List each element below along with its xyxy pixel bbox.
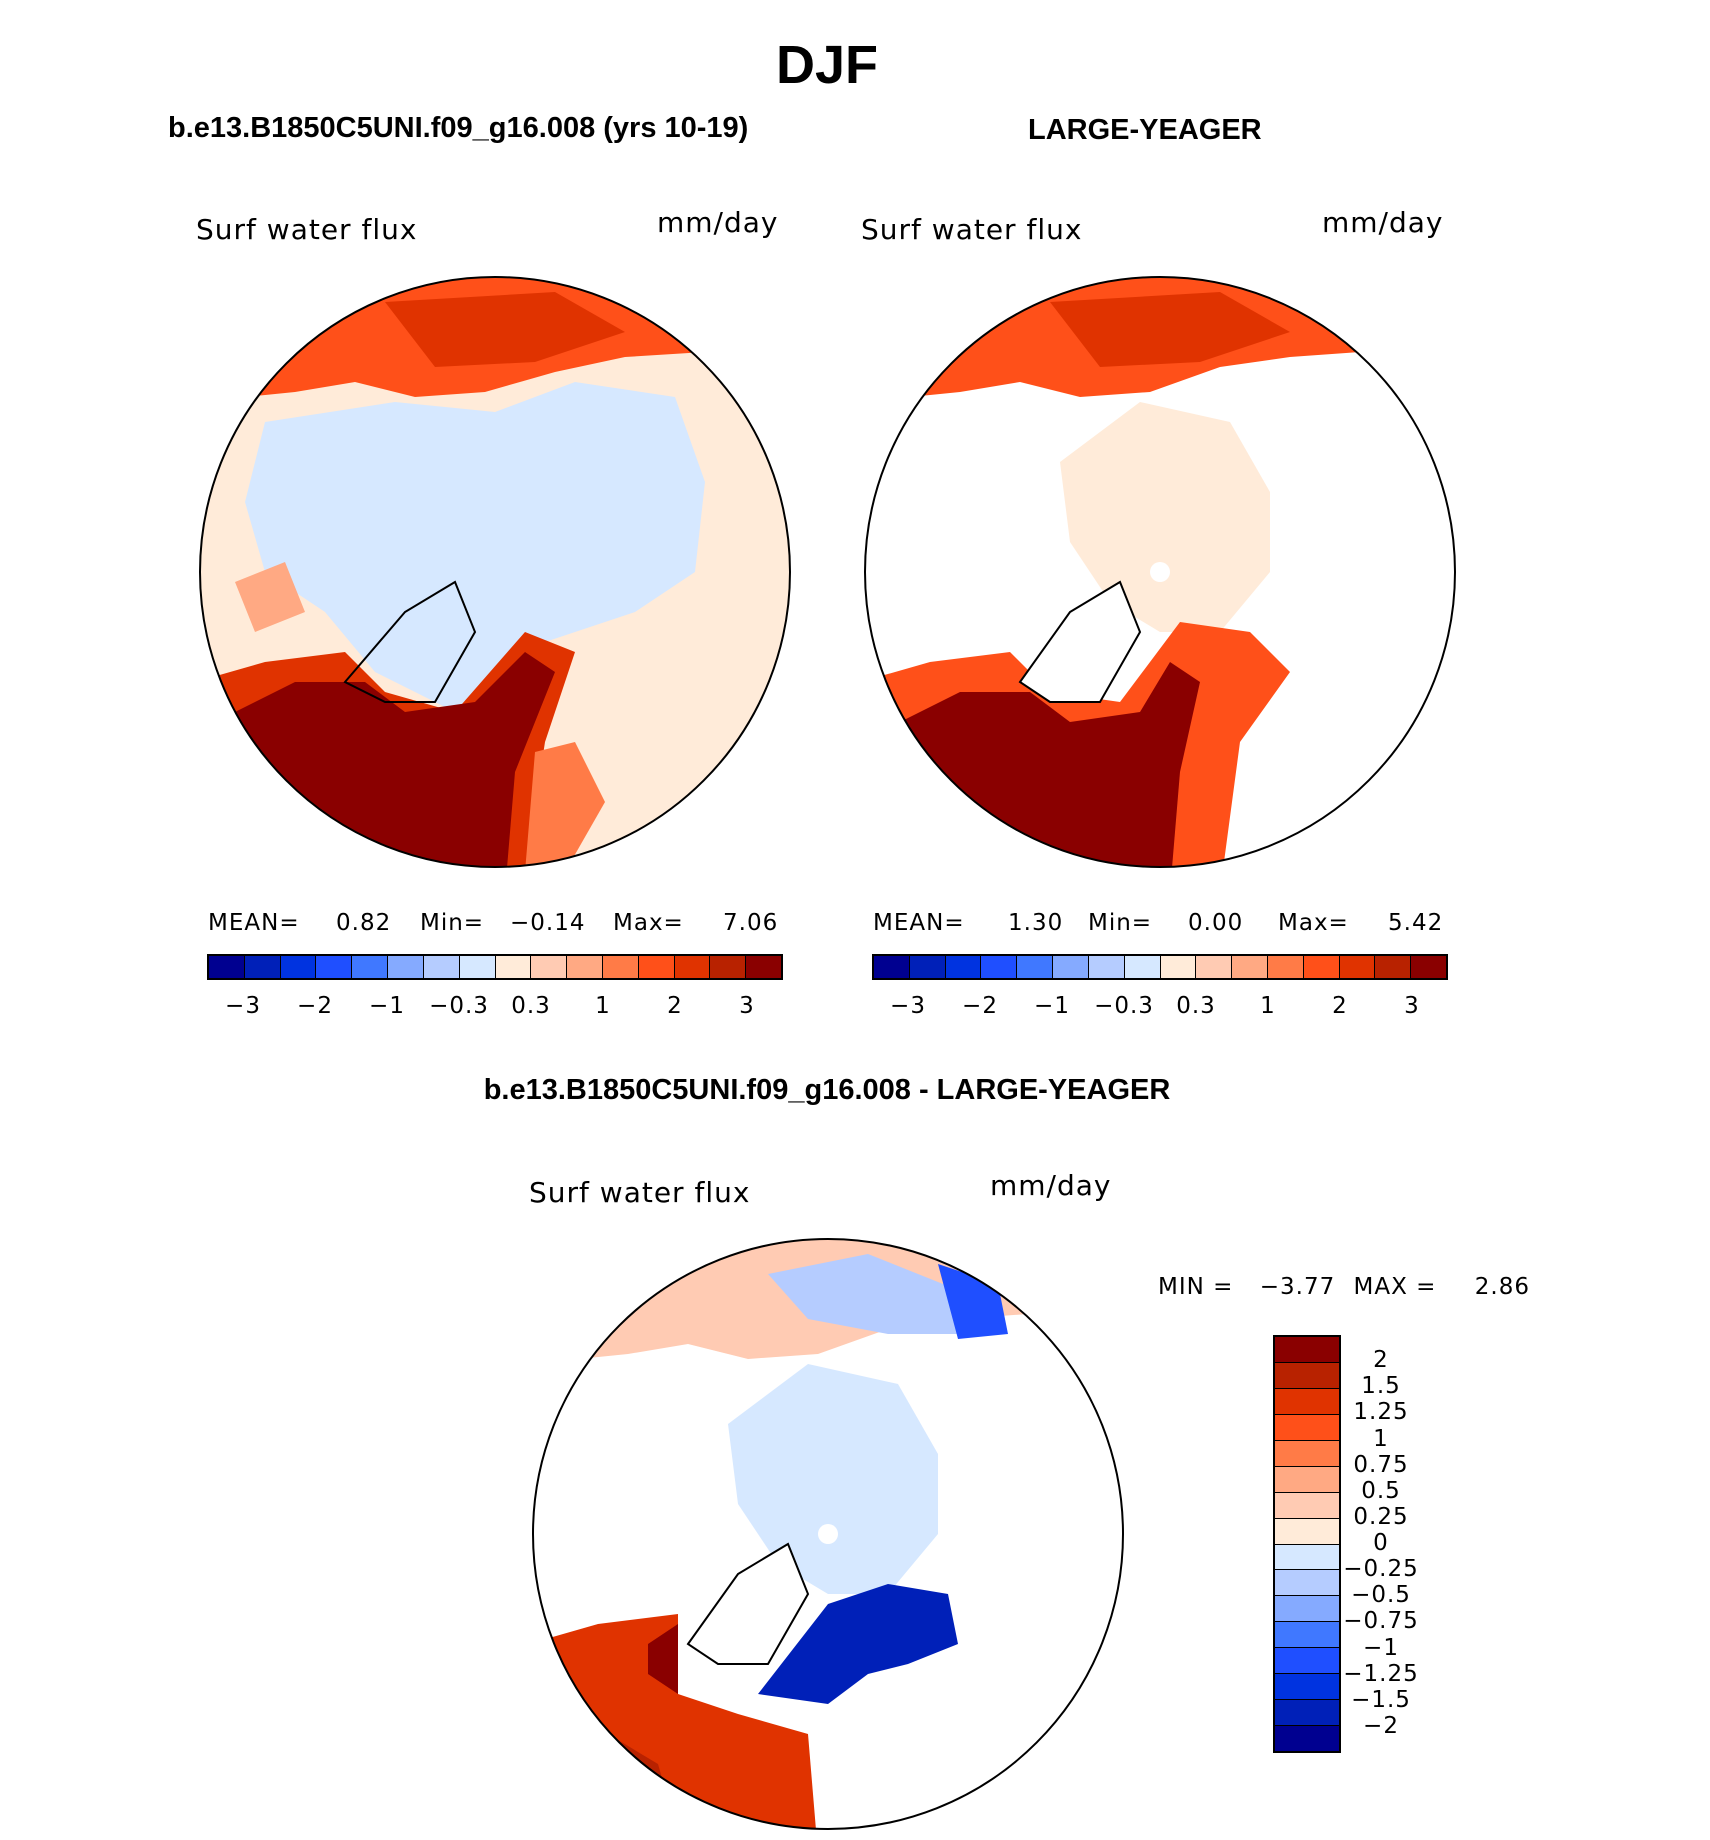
mean-label: MEAN= xyxy=(873,910,965,936)
colorbar-swatch xyxy=(910,956,946,978)
colorbar-swatch xyxy=(496,956,532,978)
min-label: Min= xyxy=(420,910,485,936)
mean-value: 0.82 xyxy=(336,910,392,936)
colorbar-swatch xyxy=(531,956,567,978)
min-value: 0.00 xyxy=(1188,910,1244,936)
colorbar-tick-label: 0.3 xyxy=(511,993,551,1019)
colorbar-tick-label: −2 xyxy=(962,993,998,1019)
colorbar-tick-label: −1 xyxy=(1363,1634,1399,1661)
colorbar-tick-label: −0.3 xyxy=(1094,993,1154,1019)
panel-2-colorbar xyxy=(872,954,1448,980)
colorbar-tick-label: −1.5 xyxy=(1351,1686,1411,1713)
colorbar-swatch xyxy=(1304,956,1340,978)
panel-2-polar-map xyxy=(864,276,1456,868)
colorbar-swatch xyxy=(1275,1596,1339,1622)
colorbar-swatch xyxy=(675,956,711,978)
max-label: MAX = xyxy=(1353,1274,1437,1300)
colorbar-swatch xyxy=(1275,1519,1339,1545)
colorbar-swatch xyxy=(1017,956,1053,978)
panel-1-stats xyxy=(208,910,782,936)
panel-3-colorbar xyxy=(1273,1335,1341,1753)
colorbar-tick-label: −3 xyxy=(225,993,261,1019)
colorbar-swatch xyxy=(1275,1493,1339,1519)
panel-1-colorbar xyxy=(207,954,783,980)
panel-1-variable: Surf water flux xyxy=(196,213,418,246)
max-value: 2.86 xyxy=(1474,1274,1530,1300)
colorbar-tick-label: −0.5 xyxy=(1351,1582,1411,1609)
colorbar-tick-label: 0.3 xyxy=(1176,993,1216,1019)
colorbar-swatch xyxy=(1275,1648,1339,1674)
colorbar-swatch xyxy=(1125,956,1161,978)
colorbar-tick-label: −0.25 xyxy=(1343,1556,1419,1583)
colorbar-swatch xyxy=(460,956,496,978)
colorbar-swatch xyxy=(209,956,245,978)
colorbar-swatch xyxy=(639,956,675,978)
max-label: Max= xyxy=(1278,910,1349,936)
pole-hole xyxy=(818,1524,838,1544)
panel-2-units: mm/day xyxy=(1322,206,1444,239)
colorbar-tick-label: 1 xyxy=(1260,993,1276,1019)
colorbar-swatch xyxy=(1275,1622,1339,1648)
min-label: MIN = xyxy=(1158,1274,1234,1300)
figure-title: DJF xyxy=(775,35,879,95)
max-value: 7.06 xyxy=(723,910,779,936)
panel-2-variable: Surf water flux xyxy=(861,213,1083,246)
colorbar-tick-label: −0.3 xyxy=(429,993,489,1019)
colorbar-swatch xyxy=(1275,1674,1339,1700)
colorbar-swatch xyxy=(981,956,1017,978)
colorbar-swatch xyxy=(946,956,982,978)
colorbar-tick-label: −1.25 xyxy=(1343,1660,1419,1687)
max-value: 5.42 xyxy=(1388,910,1444,936)
colorbar-swatch xyxy=(603,956,639,978)
colorbar-swatch xyxy=(1089,956,1125,978)
mean-label: MEAN= xyxy=(208,910,300,936)
colorbar-tick-label: 1.25 xyxy=(1353,1399,1409,1426)
panel-3-variable: Surf water flux xyxy=(529,1176,751,1209)
pole-hole xyxy=(1150,562,1170,582)
colorbar-swatch xyxy=(388,956,424,978)
colorbar-swatch xyxy=(1232,956,1268,978)
colorbar-swatch xyxy=(1275,1726,1339,1751)
colorbar-tick-label: 3 xyxy=(739,993,755,1019)
mean-value: 1.30 xyxy=(1008,910,1064,936)
colorbar-swatch xyxy=(316,956,352,978)
colorbar-tick-label: 3 xyxy=(1404,993,1420,1019)
colorbar-swatch xyxy=(567,956,603,978)
colorbar-tick-label: −0.75 xyxy=(1343,1608,1419,1635)
colorbar-tick-label: 1 xyxy=(1373,1425,1389,1452)
colorbar-tick-label: −2 xyxy=(1363,1712,1399,1739)
panel-3-polar-map xyxy=(532,1238,1124,1830)
colorbar-swatch xyxy=(1275,1467,1339,1493)
colorbar-tick-label: 1 xyxy=(595,993,611,1019)
colorbar-tick-label: −1 xyxy=(1034,993,1070,1019)
panel-3-subtitle: b.e13.B1850C5UNI.f09_g16.008 - LARGE-YEAGER xyxy=(483,1074,1171,1106)
colorbar-tick-label: 2 xyxy=(1332,993,1348,1019)
colorbar-swatch xyxy=(1053,956,1089,978)
colorbar-swatch xyxy=(874,956,910,978)
colorbar-swatch xyxy=(1275,1389,1339,1415)
min-value: −0.14 xyxy=(510,910,586,936)
colorbar-swatch xyxy=(710,956,746,978)
colorbar-swatch xyxy=(1375,956,1411,978)
panel-2-subtitle: LARGE-YEAGER xyxy=(1028,114,1262,146)
colorbar-swatch xyxy=(1196,956,1232,978)
colorbar-tick-label: −3 xyxy=(890,993,926,1019)
panel-1-subtitle: b.e13.B1850C5UNI.f09_g16.008 (yrs 10-19) xyxy=(168,112,749,144)
colorbar-swatch xyxy=(1275,1545,1339,1571)
colorbar-swatch xyxy=(1340,956,1376,978)
panel-1-units: mm/day xyxy=(657,206,779,239)
colorbar-swatch xyxy=(1275,1415,1339,1441)
colorbar-tick-label: −2 xyxy=(297,993,333,1019)
colorbar-swatch xyxy=(1275,1700,1339,1726)
colorbar-swatch xyxy=(352,956,388,978)
colorbar-tick-label: 2 xyxy=(667,993,683,1019)
colorbar-tick-label: 2 xyxy=(1373,1347,1389,1374)
colorbar-swatch xyxy=(424,956,460,978)
min-label: Min= xyxy=(1088,910,1153,936)
colorbar-tick-label: 0.5 xyxy=(1361,1477,1401,1504)
panel-1-polar-map xyxy=(199,276,791,868)
panel-2-stats xyxy=(873,910,1447,936)
colorbar-tick-label: 0 xyxy=(1373,1530,1389,1556)
colorbar-tick-label: 0.75 xyxy=(1353,1451,1409,1478)
panel-3-stats xyxy=(1158,1274,1530,1300)
min-value: −3.77 xyxy=(1259,1274,1336,1300)
colorbar-swatch xyxy=(1275,1337,1339,1363)
colorbar-tick-label: −1 xyxy=(369,993,405,1019)
colorbar-swatch xyxy=(281,956,317,978)
colorbar-swatch xyxy=(1411,956,1446,978)
colorbar-tick-label: 1.5 xyxy=(1361,1373,1401,1400)
colorbar-tick-label: 0.25 xyxy=(1353,1503,1409,1530)
panel-3-units: mm/day xyxy=(990,1169,1112,1202)
colorbar-swatch xyxy=(746,956,781,978)
colorbar-swatch xyxy=(245,956,281,978)
colorbar-swatch xyxy=(1275,1363,1339,1389)
colorbar-swatch xyxy=(1275,1570,1339,1596)
colorbar-swatch xyxy=(1268,956,1304,978)
colorbar-swatch xyxy=(1275,1441,1339,1467)
max-label: Max= xyxy=(613,910,684,936)
colorbar-swatch xyxy=(1161,956,1197,978)
